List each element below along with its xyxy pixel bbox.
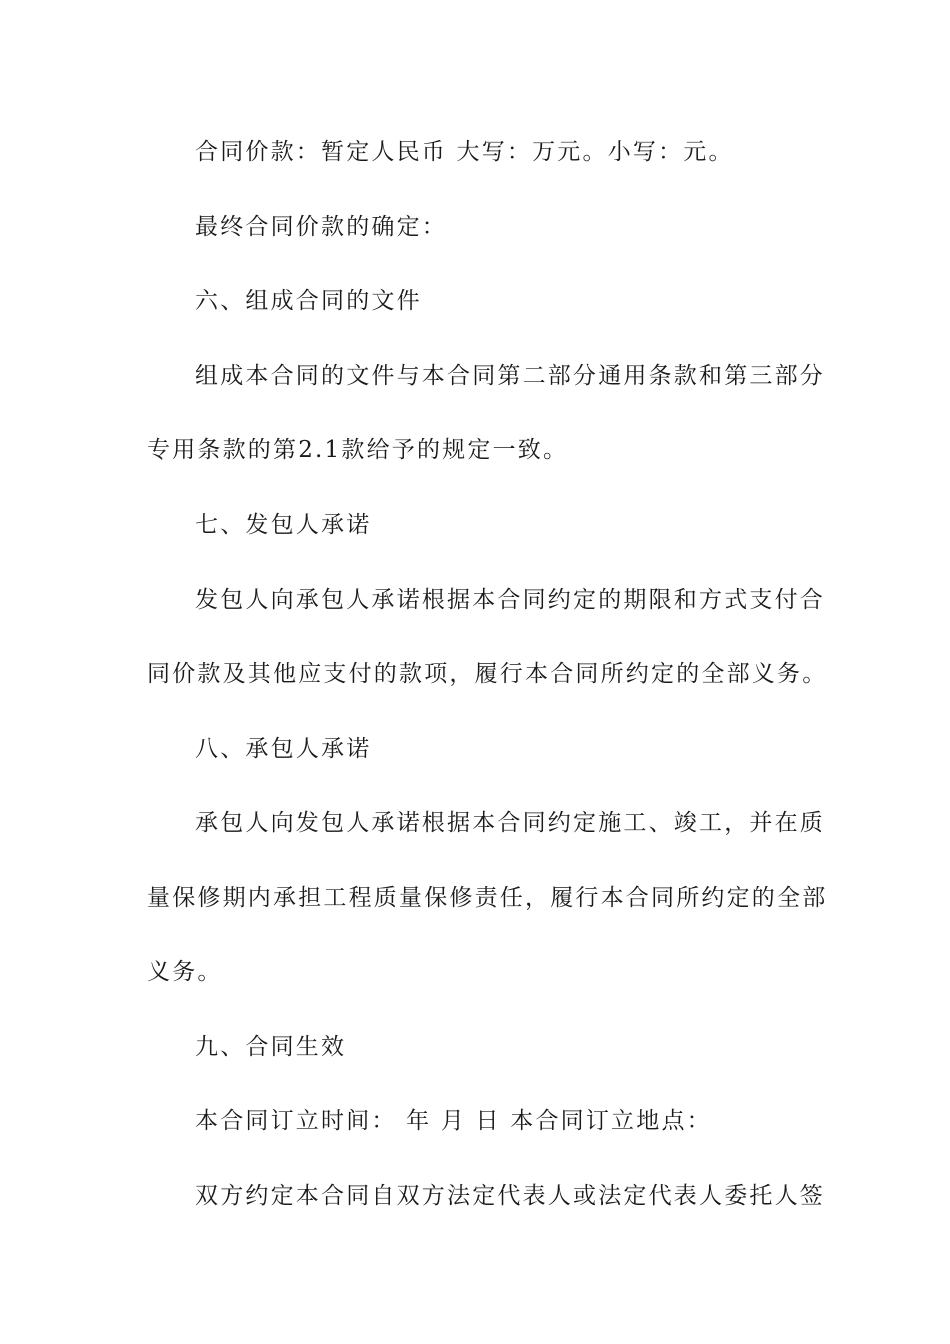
section-9-heading: 九、合同生效: [195, 1034, 347, 1060]
final-price-line: 最终合同价款的确定：: [195, 214, 447, 240]
section-8-paragraph-line-3: 义务。: [147, 959, 223, 985]
section-7-heading: 七、发包人承诺: [195, 512, 372, 538]
section-8-paragraph-line-1: 承包人向发包人承诺根据本合同约定施工、竣工，并在质: [195, 810, 825, 836]
section-6-paragraph-line-2: 专用条款的第2.1款给予的规定一致。: [147, 437, 569, 463]
contract-price-line: 合同价款：暂定人民币 大写：万元。小写：元。: [195, 139, 734, 165]
signing-time-place-line: 本合同订立时间： 年 月 日 本合同订立地点：: [195, 1108, 712, 1134]
effective-clause-line-1: 双方约定本合同自双方法定代表人或法定代表人委托人签: [195, 1183, 825, 1209]
section-8-paragraph-line-2: 量保修期内承担工程质量保修责任，履行本合同所约定的全部: [147, 885, 828, 911]
section-7-paragraph-line-2: 同价款及其他应支付的款项，履行本合同所约定的全部义务。: [147, 661, 828, 687]
section-6-paragraph-line-1: 组成本合同的文件与本合同第二部分通用条款和第三部分: [195, 363, 825, 389]
section-8-heading: 八、承包人承诺: [195, 736, 372, 762]
section-7-paragraph-line-1: 发包人向承包人承诺根据本合同约定的期限和方式支付合: [195, 587, 825, 613]
section-6-heading: 六、组成合同的文件: [195, 288, 422, 314]
